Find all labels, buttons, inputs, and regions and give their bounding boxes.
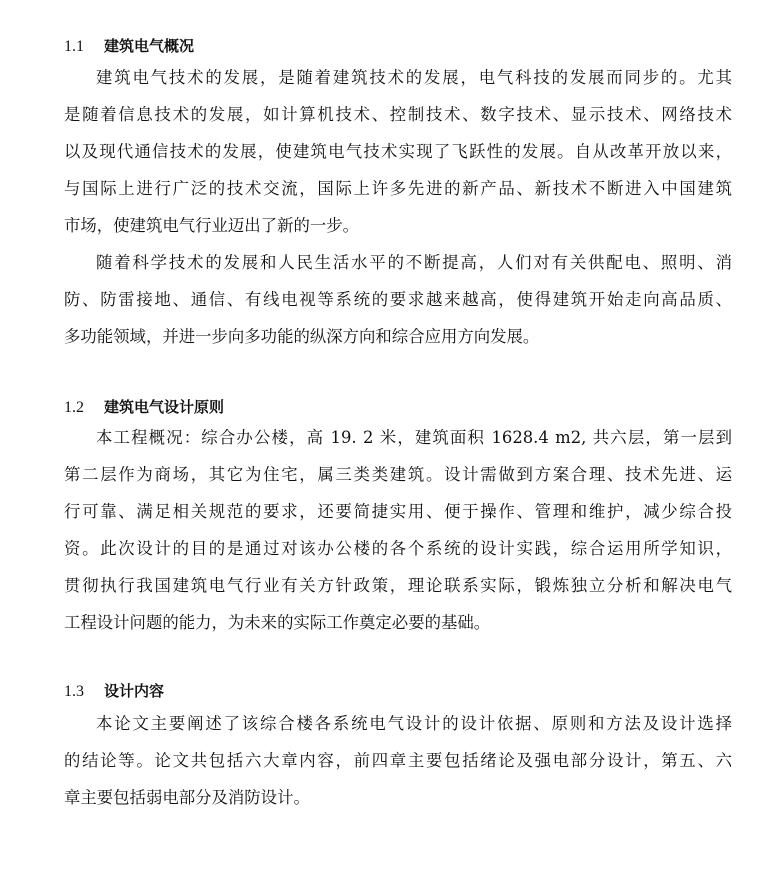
section-title: 设计内容 <box>104 682 165 700</box>
paragraph-line: 本工程概况：综合办公楼，高 19. 2 米，建筑面积 1628.4 m2, 共六层，第一层到 <box>96 428 732 447</box>
section-heading-1-3 <box>64 679 164 703</box>
paragraph-line: 贯彻执行我国建筑电气行业有关方针政策，理论联系实际，锻炼独立分析和解决电气 <box>64 576 732 595</box>
paragraph-line: 防、防雷接地、通信、有线电视等系统的要求越来越高，使得建筑开始走向高品质、 <box>64 290 732 309</box>
paragraph-line: 的结论等。论文共包括六大章内容，前四章主要包括绪论及强电部分设计，第五、六 <box>64 751 732 770</box>
paragraph-line: 市场，使建筑电气行业迈出了新的一步。 <box>64 216 360 235</box>
paragraph-line: 资。此次设计的目的是通过对该办公楼的各个系统的设计实践，综合运用所学知识， <box>64 539 732 558</box>
section-number: 1.3 <box>64 683 84 700</box>
paragraph-line: 第二层作为商场，其它为住宅，属三类类建筑。设计需做到方案合理、技术先进、运 <box>64 465 732 484</box>
paragraph-line: 本论文主要阐述了该综合楼各系统电气设计的设计依据、原则和方法及设计选择 <box>96 714 732 733</box>
paragraph-line: 工程设计问题的能力，为未来的实际工作奠定必要的基础。 <box>64 613 491 632</box>
paragraph-line: 章主要包括弱电部分及消防设计。 <box>64 788 310 807</box>
section-title: 建筑电气设计原则 <box>104 398 225 416</box>
section-number: 1.2 <box>64 399 84 416</box>
paragraph-line: 是随着信息技术的发展，如计算机技术、控制技术、数字技术、显示技术、网络技术 <box>64 105 732 124</box>
paragraph-line: 以及现代通信技术的发展，使建筑电气技术实现了飞跃性的发展。自从改革开放以来， <box>64 142 732 161</box>
paragraph-line: 随着科学技术的发展和人民生活水平的不断提高，人们对有关供配电、照明、消 <box>96 253 732 272</box>
section-title: 建筑电气概况 <box>104 37 195 55</box>
section-number: 1.1 <box>64 38 84 55</box>
paragraph-line: 与国际上进行广泛的技术交流，国际上许多先进的新产品、新技术不断进入中国建筑 <box>64 179 732 198</box>
section-heading-1-1 <box>64 34 194 58</box>
section-heading-1-2 <box>64 395 224 419</box>
paragraph-line: 建筑电气技术的发展，是随着建筑技术的发展，电气科技的发展而同步的。尤其 <box>96 68 732 87</box>
paragraph-line: 行可靠、满足相关规范的要求，还要简捷实用、便于操作、管理和维护，减少综合投 <box>64 502 732 521</box>
paragraph-line: 多功能领域，并进一步向多功能的纵深方向和综合应用方向发展。 <box>64 327 540 346</box>
